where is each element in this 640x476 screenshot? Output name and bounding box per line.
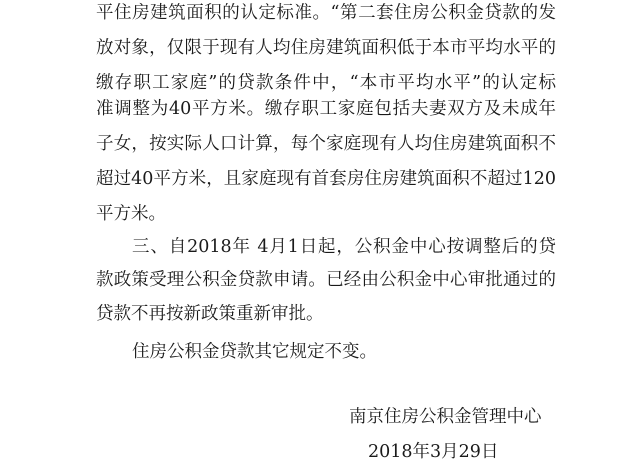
paragraph-3-line-3: 贷款不再按新政策重新审批。 [96, 304, 324, 324]
paragraph-2-line-6: 超过40平方米，且家庭现有首套房住房建筑面积不超过120 [96, 169, 556, 189]
paragraph-3-line-2: 款政策受理公积金贷款申请。已经由公积金中心审批通过的 [96, 270, 556, 290]
signature-date: 2018年3月29日 [368, 442, 499, 462]
paragraph-2-line-4: 准调整为40平方米。缴存职工家庭包括夫妻双方及未成年 [96, 99, 556, 119]
paragraph-2-line-3: 缴存职工家庭”的贷款条件中，“本市平均水平”的认定标 [96, 73, 556, 93]
paragraph-2-line-1: 平住房建筑面积的认定标准。“第二套住房公积金贷款的发 [96, 3, 556, 23]
paragraph-2-line-2: 放对象，仅限于现有人均住房建筑面积低于本市平均水平的 [96, 38, 556, 58]
paragraph-4: 住房公积金贷款其它规定不变。 [132, 342, 377, 362]
signature-organization: 南京住房公积金管理中心 [349, 407, 542, 427]
paragraph-3-line-1: 三、自2018年 4月1日起，公积金中心按调整后的贷 [132, 237, 556, 257]
paragraph-2-line-5: 子女，按实际人口计算，每个家庭现有人均住房建筑面积不 [96, 134, 556, 154]
paragraph-2-line-7: 平方米。 [96, 204, 166, 224]
